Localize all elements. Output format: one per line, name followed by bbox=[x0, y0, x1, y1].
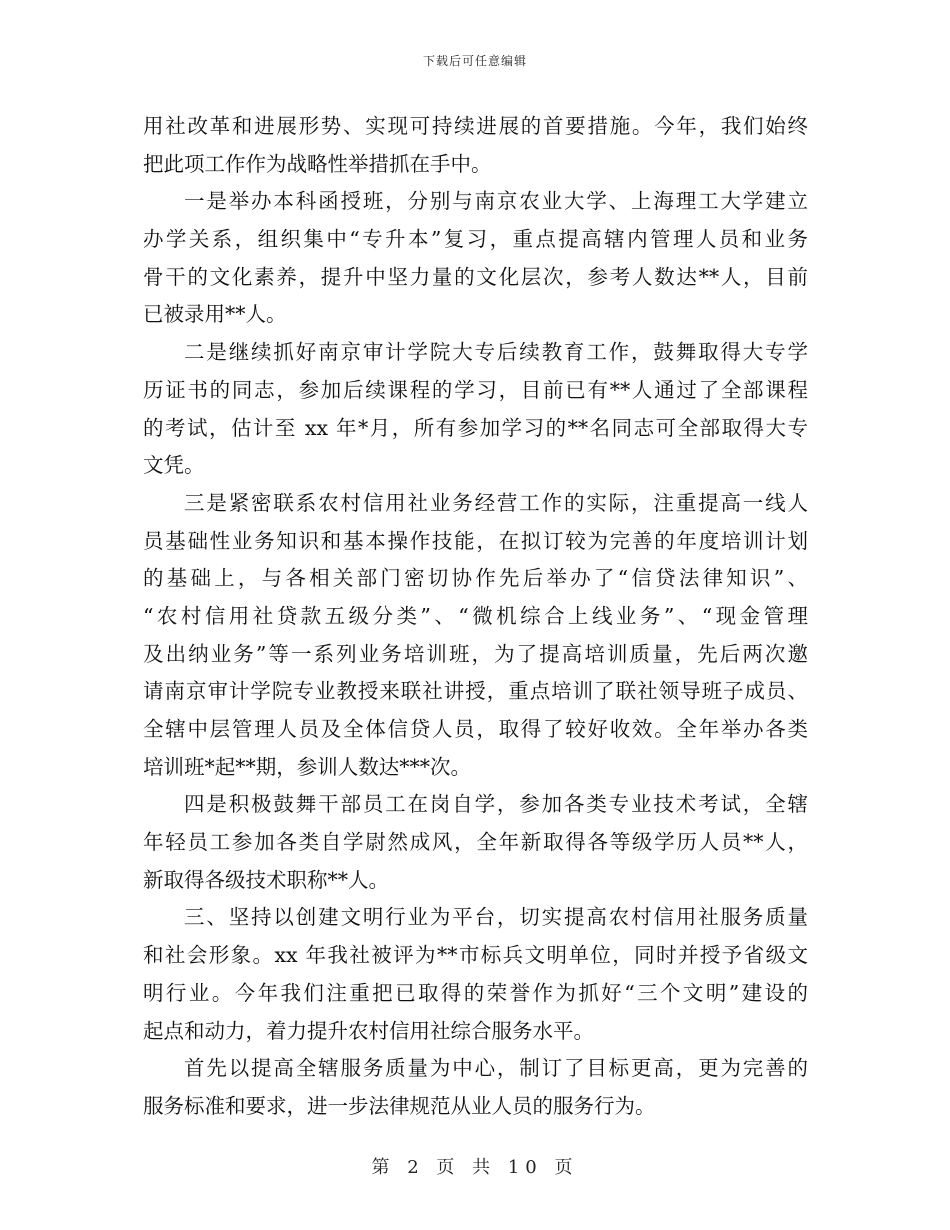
text-line: 服务标准和要求，进一步法律规范从业人员的服务行为。 bbox=[143, 1093, 656, 1118]
text-line: 的基础上，与各相关部门密切协作先后举办了“信贷法律知识”、 bbox=[143, 566, 808, 591]
text-line: 首先以提高全辖服务质量为中心，制订了目标更高，更为完善的 bbox=[184, 1056, 808, 1081]
text-line: 四是积极鼓舞干部员工在岗自学，参加各类专业技术考试，全辖 bbox=[184, 792, 808, 817]
text-line: 及出纳业务”等一系列业务培训班，为了提高培训质量，先后两次邀 bbox=[143, 641, 808, 666]
text-line: 用社改革和进展形势、实现可持续进展的首要措施。今年，我们始终 bbox=[143, 114, 808, 138]
text-line: 员基础性业务知识和基本操作技能，在拟订较为完善的年度培训计划 bbox=[143, 528, 808, 553]
document-body bbox=[143, 108, 808, 1126]
text-line: 历证书的同志，参加后续课程的学习，目前已有**人通过了全部课程 bbox=[143, 377, 808, 402]
text-line: 办学关系，组织集中“专升本”复习，重点提高辖内管理人员和业务 bbox=[143, 227, 808, 252]
text-line: 全辖中层管理人员及全体信贷人员，取得了较好收效。全年举办各类 bbox=[143, 717, 808, 741]
text-line: 新取得各级技术职称**人。 bbox=[143, 867, 389, 892]
text-line: 请南京审计学院专业教授来联社讲授，重点培训了联社领导班子成员、 bbox=[143, 679, 808, 704]
text-line: 年轻员工参加各类自学尉然成风，全年新取得各等级学历人员**人， bbox=[143, 830, 808, 855]
text-line: 文凭。 bbox=[143, 453, 205, 478]
text-line: 把此项工作作为战略性举措抓在手中。 bbox=[143, 151, 492, 176]
page-footer: 第 2 页 共 10 页 bbox=[371, 1157, 579, 1178]
text-line: 已被录用**人。 bbox=[143, 302, 287, 327]
text-line: 明行业。今年我们注重把已取得的荣誉作为抓好“三个文明”建设的 bbox=[143, 980, 808, 1005]
text-line: 二是继续抓好南京审计学院大专后续教育工作，鼓舞取得大专学 bbox=[184, 340, 808, 365]
text-line: 培训班*起**期，参训人数达***次。 bbox=[143, 754, 471, 779]
text-line: “农村信用社贷款五级分类”、“微机综合上线业务”、“现金管理 bbox=[143, 603, 808, 628]
text-line: 三是紧密联系农村信用社业务经营工作的实际，注重提高一线人 bbox=[184, 490, 808, 515]
text-line: 三、坚持以创建文明行业为平台，切实提高农村信用社服务质量 bbox=[184, 905, 808, 930]
text-line: 起点和动力，着力提升农村信用社综合服务水平。 bbox=[143, 1018, 594, 1043]
page-header: 下载后可任意编辑 bbox=[422, 54, 527, 68]
text-line: 和社会形象。xx 年我社被评为**市标兵文明单位，同时并授予省级文 bbox=[143, 943, 808, 968]
text-line: 一是举办本科函授班，分别与南京农业大学、上海理工大学建立 bbox=[184, 189, 808, 214]
text-line: 骨干的文化素养，提升中坚力量的文化层次，参考人数达**人，目前 bbox=[143, 264, 808, 289]
text-line: 的考试，估计至 xx 年*月，所有参加学习的**名同志可全部取得大专 bbox=[143, 415, 808, 440]
